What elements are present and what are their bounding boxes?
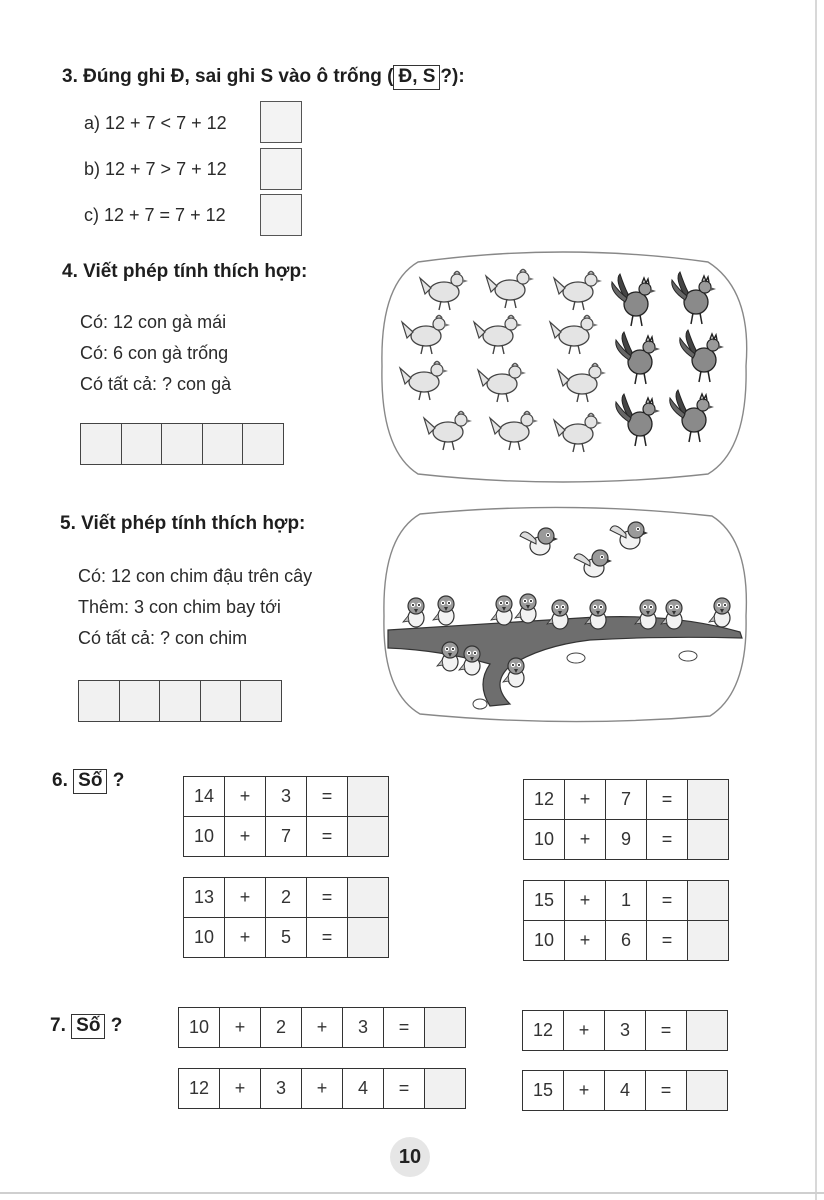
cell-operator: + <box>225 817 266 857</box>
cell-operand: 7 <box>606 780 647 820</box>
cell-operand: 12 <box>524 780 565 820</box>
answer-cell[interactable] <box>348 777 389 817</box>
answer-cell[interactable] <box>348 878 389 918</box>
cell-operator: + <box>565 921 606 961</box>
cell-operand: 10 <box>184 817 225 857</box>
ex5-answer-cell[interactable] <box>200 680 242 722</box>
ex7-row-2 <box>178 1068 466 1109</box>
cell-operator: + <box>220 1008 261 1048</box>
ex3-item-a: a) 12 + 7 < 7 + 12 <box>84 113 227 133</box>
ex6-question-mark: ? <box>112 770 125 791</box>
answer-cell[interactable] <box>425 1008 466 1048</box>
table-row <box>179 1069 466 1109</box>
table-row <box>184 817 389 857</box>
cell-operand: 5 <box>266 918 307 958</box>
table-row <box>524 780 729 820</box>
ex6-table-4 <box>523 880 729 961</box>
ex6-heading <box>52 769 124 794</box>
cell-operator: + <box>225 918 266 958</box>
cell-operand: 12 <box>523 1011 564 1051</box>
table-row <box>184 918 389 958</box>
ex6-table-2 <box>183 877 389 958</box>
ex3-answer-box-c[interactable] <box>260 194 302 236</box>
cell-operand: 10 <box>524 820 565 860</box>
ex5-line-3: Có tất cả: ? con chim <box>78 628 248 648</box>
birds-illustration <box>380 506 752 724</box>
table-row <box>523 1011 728 1051</box>
cell-operand: 10 <box>179 1008 220 1048</box>
ex7-row-3 <box>522 1010 728 1051</box>
cell-operator: + <box>565 881 606 921</box>
ex3-heading <box>62 65 465 90</box>
cell-operand: 2 <box>261 1008 302 1048</box>
ex3-answer-key-box: Đ, S <box>393 65 440 90</box>
cell-equals: = <box>647 820 688 860</box>
ex7-number: 7. <box>50 1015 66 1036</box>
ex3-number: 3. <box>62 66 78 87</box>
ex5-line-1: Có: 12 con chim đậu trên cây <box>78 566 313 586</box>
cell-operand: 4 <box>343 1069 384 1109</box>
answer-cell[interactable] <box>687 1071 728 1111</box>
ex5-answer-cell[interactable] <box>240 680 282 722</box>
answer-cell[interactable] <box>688 820 729 860</box>
answer-cell[interactable] <box>688 881 729 921</box>
cell-operand: 1 <box>606 881 647 921</box>
ex5-heading: 5. Viết phép tính thích hợp: <box>60 513 306 534</box>
cell-operator: + <box>564 1011 605 1051</box>
ex4-answer-cell[interactable] <box>202 423 244 465</box>
ex3-item-b: b) 12 + 7 > 7 + 12 <box>84 159 227 179</box>
cell-equals: = <box>647 921 688 961</box>
ex4-answer-cell[interactable] <box>80 423 122 465</box>
table-row <box>524 820 729 860</box>
page-number: 10 <box>390 1137 430 1177</box>
ex3-answer-box-a[interactable] <box>260 101 302 143</box>
cell-operator: + <box>220 1069 261 1109</box>
chickens-illustration <box>378 250 752 482</box>
cell-operand: 3 <box>605 1011 646 1051</box>
table-row <box>184 878 389 918</box>
cell-operand: 15 <box>524 881 565 921</box>
ex3-instruction: Đúng ghi Đ, sai ghi S vào ô trống ( <box>83 66 394 87</box>
ex4-line-2: Có: 6 con gà trống <box>80 343 229 363</box>
table-row <box>179 1008 466 1048</box>
ex3-answer-box-b[interactable] <box>260 148 302 190</box>
ex4-answer-cell[interactable] <box>242 423 284 465</box>
cell-operand: 7 <box>266 817 307 857</box>
cell-equals: = <box>307 777 348 817</box>
ex7-heading <box>50 1014 122 1039</box>
answer-cell[interactable] <box>688 780 729 820</box>
answer-cell[interactable] <box>348 918 389 958</box>
ex5-answer-cell[interactable] <box>159 680 201 722</box>
cell-equals: = <box>307 878 348 918</box>
ex5-answer-cell[interactable] <box>78 680 120 722</box>
ex6-label-box: Số <box>73 769 107 794</box>
cell-operand: 3 <box>343 1008 384 1048</box>
cell-operator: + <box>302 1008 343 1048</box>
cell-operand: 14 <box>184 777 225 817</box>
cell-equals: = <box>307 918 348 958</box>
cell-operand: 10 <box>184 918 225 958</box>
ex7-row-1 <box>178 1007 466 1048</box>
cell-operator: + <box>565 820 606 860</box>
cell-operator: + <box>565 780 606 820</box>
ex5-answer-cell[interactable] <box>119 680 161 722</box>
cell-operand: 4 <box>605 1071 646 1111</box>
cell-equals: = <box>384 1008 425 1048</box>
cell-operand: 13 <box>184 878 225 918</box>
cell-equals: = <box>646 1011 687 1051</box>
ex7-label-box: Số <box>71 1014 105 1039</box>
table-row <box>523 1071 728 1111</box>
answer-cell[interactable] <box>688 921 729 961</box>
cell-operand: 3 <box>261 1069 302 1109</box>
cell-equals: = <box>646 1071 687 1111</box>
table-row <box>524 881 729 921</box>
ex4-answer-cell[interactable] <box>121 423 163 465</box>
table-row <box>184 777 389 817</box>
table-row <box>524 921 729 961</box>
cell-operator: + <box>564 1071 605 1111</box>
ex6-table-1 <box>183 776 389 857</box>
ex5-line-2: Thêm: 3 con chim bay tới <box>78 597 281 617</box>
answer-cell[interactable] <box>348 817 389 857</box>
cell-equals: = <box>647 780 688 820</box>
cell-operator: + <box>225 878 266 918</box>
ex4-line-3: Có tất cả: ? con gà <box>80 374 232 394</box>
answer-cell[interactable] <box>687 1011 728 1051</box>
cell-equals: = <box>647 881 688 921</box>
cell-operand: 3 <box>266 777 307 817</box>
ex4-answer-strip <box>80 423 284 465</box>
cell-operand: 12 <box>179 1069 220 1109</box>
answer-cell[interactable] <box>425 1069 466 1109</box>
ex4-heading: 4. Viết phép tính thích hợp: <box>62 261 308 282</box>
cell-operand: 10 <box>524 921 565 961</box>
ex3-item-c: c) 12 + 7 = 7 + 12 <box>84 205 226 225</box>
ex4-line-1: Có: 12 con gà mái <box>80 312 227 332</box>
page-edge-bottom <box>0 1192 824 1194</box>
ex5-answer-strip <box>78 680 282 722</box>
cell-equals: = <box>384 1069 425 1109</box>
cell-operand: 15 <box>523 1071 564 1111</box>
ex4-answer-cell[interactable] <box>161 423 203 465</box>
ex3-instruction-end: ?): <box>440 66 465 87</box>
cell-equals: = <box>307 817 348 857</box>
cell-operand: 6 <box>606 921 647 961</box>
cell-operator: + <box>225 777 266 817</box>
ex6-table-3 <box>523 779 729 860</box>
cell-operand: 9 <box>606 820 647 860</box>
cell-operand: 2 <box>266 878 307 918</box>
page-edge-right <box>815 0 817 1200</box>
ex7-question-mark: ? <box>110 1015 123 1036</box>
ex7-row-4 <box>522 1070 728 1111</box>
cell-operator: + <box>302 1069 343 1109</box>
ex6-number: 6. <box>52 770 68 791</box>
